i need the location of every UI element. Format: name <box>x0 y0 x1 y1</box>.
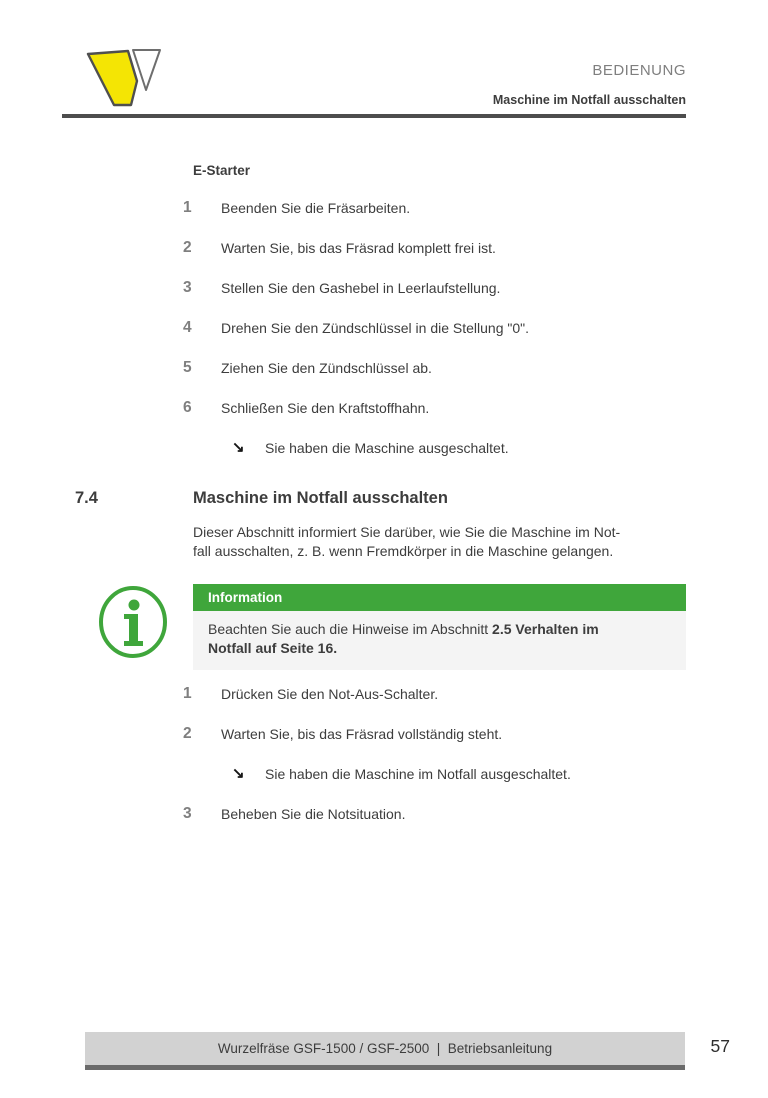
info-icon <box>97 584 169 660</box>
info-title: Information <box>208 590 283 605</box>
estarter-step-list <box>75 199 686 457</box>
step-text: Drehen Sie den Zündschlüssel in die Stellung "0". <box>221 320 530 336</box>
step-number: 5 <box>183 359 192 376</box>
intro-line: Dieser Abschnitt informiert Sie darüber, wie Sie die Maschine im Not- <box>193 524 621 540</box>
step-row <box>183 239 686 257</box>
step-text: Beheben Sie die Notsituation. <box>221 806 406 822</box>
brand-logo <box>86 45 164 113</box>
step-text: Schließen Sie den Kraftstoffhahn. <box>221 400 430 416</box>
result-text: Sie haben die Maschine ausgeschaltet. <box>265 440 509 456</box>
step-number: 4 <box>183 319 192 336</box>
info-block <box>75 584 686 670</box>
step-text: Warten Sie, bis das Fräsrad vollständig steht. <box>221 726 503 742</box>
footer-label: Wurzelfräse GSF-1500 / GSF-2500 | Betriebsanleitung <box>217 1041 553 1056</box>
step-row <box>183 279 686 297</box>
step-row <box>183 725 686 743</box>
chapter-label: BEDIENUNG <box>592 62 686 79</box>
info-text-bold: Notfall auf Seite 16. <box>208 639 338 656</box>
notfall-step-list <box>75 685 686 823</box>
section-label: Maschine im Notfall ausschalten <box>492 93 686 107</box>
info-body <box>193 611 686 670</box>
step-number: 1 <box>183 199 192 216</box>
step-text: Stellen Sie den Gashebel in Leerlaufstellung. <box>221 280 501 296</box>
step-text: Warten Sie, bis das Fräsrad komplett frei ist. <box>221 240 496 256</box>
info-text-bold: 2.5 Verhalten im <box>492 621 599 637</box>
step-number: 2 <box>183 725 192 742</box>
result-arrow-icon: ↘ <box>232 765 245 782</box>
header-rule <box>62 114 686 118</box>
section-intro <box>193 523 686 560</box>
step-row <box>183 319 686 337</box>
page-number: 57 <box>710 1036 730 1056</box>
info-title-bar <box>193 584 686 611</box>
logo-yellow-shape <box>88 51 137 105</box>
step-number: 3 <box>183 279 192 296</box>
step-text: Ziehen Sie den Zündschlüssel ab. <box>221 360 432 376</box>
step-row <box>183 805 686 823</box>
step-number: 2 <box>183 239 192 256</box>
step-row <box>183 199 686 217</box>
step-result <box>232 765 686 783</box>
info-box <box>193 584 686 670</box>
step-number: 3 <box>183 805 192 822</box>
step-text: Drücken Sie den Not-Aus-Schalter. <box>221 686 439 702</box>
page-content <box>75 163 686 845</box>
step-number: 6 <box>183 399 192 416</box>
footer-bar <box>85 1032 685 1070</box>
section-heading-row <box>75 488 686 508</box>
result-arrow-icon: ↘ <box>232 439 245 456</box>
section-number: 7.4 <box>75 489 98 507</box>
estarter-heading: E-Starter <box>193 163 251 178</box>
step-row <box>183 685 686 703</box>
info-icon-cell <box>75 584 193 670</box>
step-result <box>232 439 686 457</box>
step-row <box>183 399 686 417</box>
intro-line: fall ausschalten, z. B. wenn Fremdkörper in die Maschine gelangen. <box>193 542 614 559</box>
info-text: Beachten Sie auch die Hinweise im Abschnitt <box>208 621 493 637</box>
step-number: 1 <box>183 685 192 702</box>
step-row <box>183 359 686 377</box>
section-heading: Maschine im Notfall ausschalten <box>193 489 448 507</box>
step-text: Beenden Sie die Fräsarbeiten. <box>221 200 411 216</box>
result-text: Sie haben die Maschine im Notfall ausgeschaltet. <box>265 766 571 782</box>
